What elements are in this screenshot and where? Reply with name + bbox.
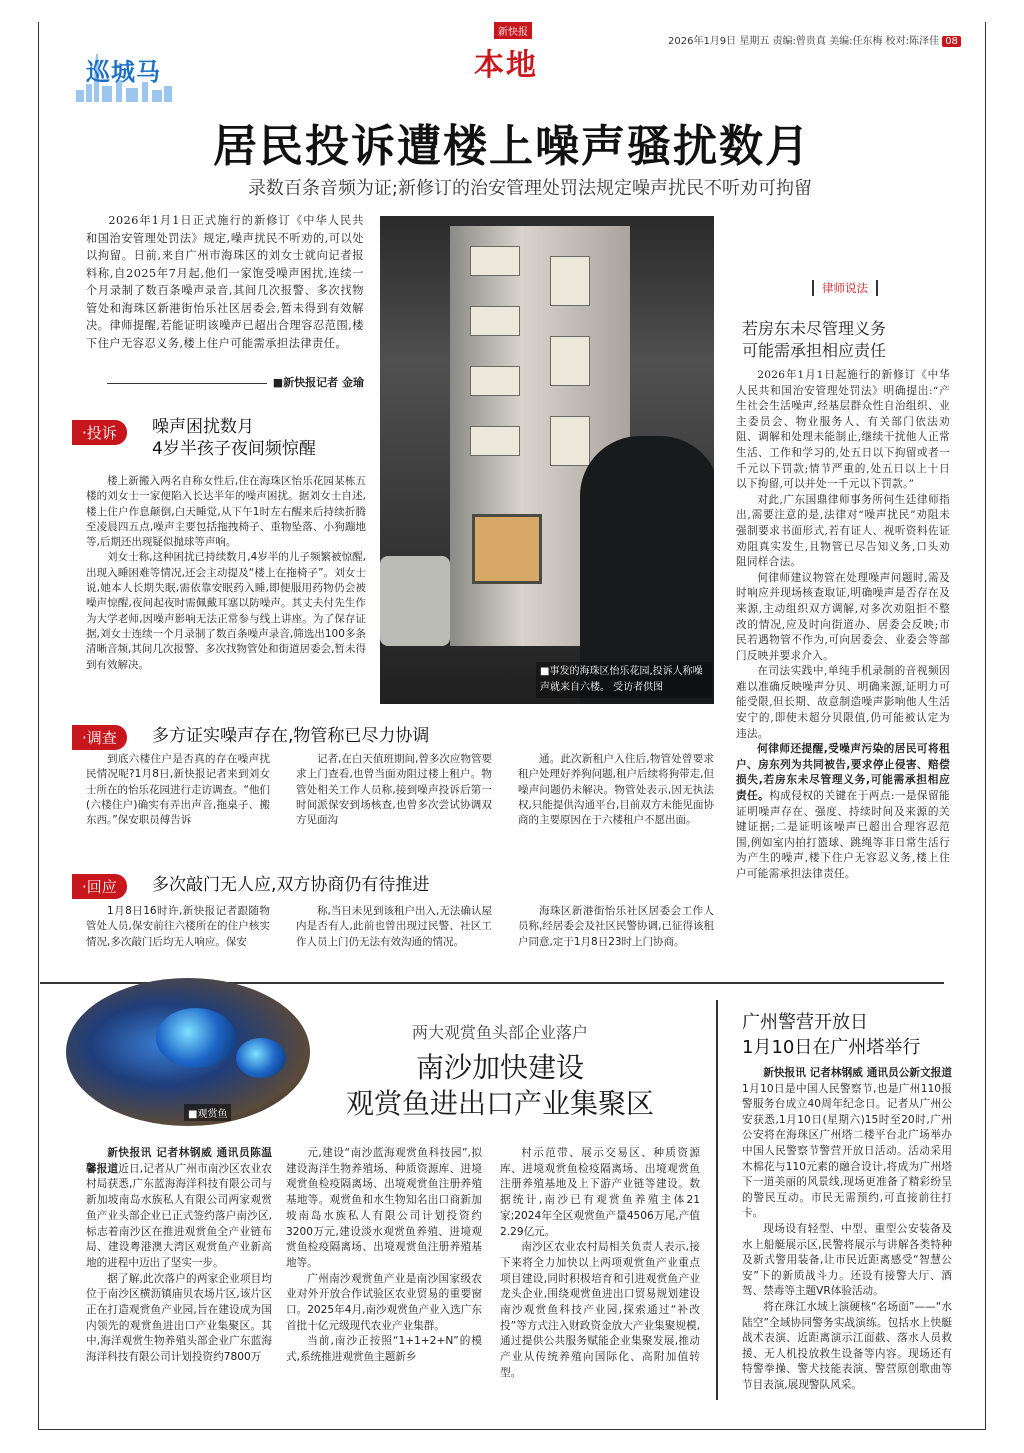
paragraph <box>86 1146 272 1272</box>
paragraph <box>742 1066 952 1222</box>
issue-meta <box>668 32 961 47</box>
fish-headline-line: 观赏鱼进出口产业集聚区 <box>345 1087 654 1120</box>
paragraph: 1月8日16时许,新快报记者跟随物管处人员,保安前往六楼所在的住户核实情况,多次敲门后均无人响应。保安 <box>86 905 270 948</box>
section-tag-investigation <box>72 725 127 750</box>
brand-title: 巡城马 <box>86 58 161 86</box>
police-story-title <box>742 1010 952 1060</box>
paragraph-tail: 构成侵权的关键在于两点:一是保留能证明噪声存在、强度、持续时间及来源的关键证据;二是证明该噪声已超出合理容忍范围,例如室内拍打篮球、跳绳等非日常生活行为产生的噪声,楼下住户无容忍义务,楼上住户可能需承担法律责任。 <box>736 790 950 880</box>
paragraph: 当前,南沙正按照“1+1+2+N”的模式,系统推进观赏鱼主题新乡 <box>286 1335 482 1364</box>
response-col-2 <box>296 904 492 950</box>
paragraph: 称,当日未见到该租户出入,无法确认屋内是否有人,此前也曾出现过民警、社区工作人员上门仍无法有效沟通的情况。 <box>296 905 492 948</box>
paragraph: 2026年1月1日起施行的新修订《中华人民共和国治安管理处罚法》明确提出:“产生社会生活噪声,经基层群众性自治组织、业主委员会、物业服务人、有关部门依法劝阻、调解和处理未能制止,继续干扰他人正常生活、工作和学习的,处五日以下拘留或者一千元以下罚款;情节严重的,处五日以上十日以下拘留,可以并处一千元以下罚款。” <box>736 369 950 491</box>
main-byline: ■新快报记者 金瑜 <box>86 374 364 390</box>
investigation-col-2 <box>296 752 492 828</box>
paragraph-text: 近日,记者从广州市南沙区农业农村局获悉,广东蓝海海洋科技有限公司与新加坡南岛水族私人有限公司两家观赏鱼产业头部企业已正式签约落户南沙区,标志着南沙区在推进观赏鱼全产业链布局、建设粤港澳大湾区观赏鱼产业新高地的进程中迈出了坚实一步。 <box>86 1162 272 1269</box>
photo-caption: ■事发的海珠区怡乐花园,投诉人称噪声就来自六楼。 受访者供图 <box>536 662 712 698</box>
paragraph: 通。此次新租户入住后,物管处曾要求租户处理好养狗问题,租户后续将狗带走,但噪声问题仍未解决。物管处表示,因无执法权,只能提供沟通平台,目前双方未能见面协商的主要原因在于六楼租户不愿出面。 <box>518 753 714 827</box>
section-title-line: 噪声困扰数月 <box>152 417 254 437</box>
fish-byline: 新快报讯 记者林钢威 通讯员陈温馨报道 <box>86 1147 272 1175</box>
paragraph: 海珠区新港街怡乐社区居委会工作人员称,经居委会及社区民警协调,已征得该租户同意,定于1月8日23时上门协商。 <box>518 905 714 948</box>
complaint-body <box>86 474 366 673</box>
building-entrance <box>472 514 542 584</box>
fish-headline <box>310 1050 690 1122</box>
police-story-body <box>742 1066 952 1393</box>
section-title: 本地 <box>474 48 538 83</box>
legal-title-line: 可能需承担相应责任 <box>742 341 887 360</box>
fish-col-3 <box>500 1146 700 1382</box>
paragraph: 何律师建议物管在处理噪声问题时,需及时响应并现场核查取证,明确噪声是否存在及来源,主动组织双方调解,对多次劝阻拒不整改的情况,应及时向街道办、居委会反映;市民若遇物管不作为,可向居委会、业委会等部门反映并要求介入。 <box>736 571 950 662</box>
section-title-complaint <box>152 416 316 460</box>
section-title-investigation: 多方证实噪声存在,物管称已尽力协调 <box>152 726 430 746</box>
paragraph: 广州南沙观赏鱼产业是南沙国家级农业对外开放合作试验区农业贸易的重要窗口。2025年4月,南沙观赏鱼产业入选广东首批十亿元级现代农业产业集群。 <box>286 1272 482 1332</box>
paragraph-bold <box>736 742 950 882</box>
parked-car <box>380 556 450 646</box>
response-col-1 <box>86 904 270 950</box>
fish-col-1 <box>86 1146 272 1366</box>
bold-text: 何律师还提醒,受噪声污染的居民可将租户、房东列为共同被告,要求停止侵害、赔偿损失,若房东未尽管理义务,可能需承担相应责任。 <box>736 743 950 803</box>
paragraph: 到底六楼住户是否真的存在噪声扰民情况呢?1月8日,新快报记者来到刘女士所在的怡乐花园进行走访调查。“他们(六楼住户)确实有弄出声音,拖桌子、搬东西。”保安职员傅告诉 <box>86 753 270 827</box>
fish-headline-line: 南沙加快建设 <box>415 1051 584 1084</box>
paragraph: 现场设有轻型、中型、重型公安装备及水上船艇展示区,民警将展示与讲解各类特种及新式警用装备,让市民近距离感受“智慧公安”下的新质战斗力。还设有接警大厅、酒驾、禁毒等主题VR体验活动。 <box>742 1222 952 1298</box>
response-col-3 <box>518 904 714 950</box>
paragraph: 将在珠江水域上演硬核“名场面”——“水陆空”全域协同警务实战演练。包括水上快艇战术表演、近距离演示江面截、落水人员救援、无人机投放救生设备等内容。现场还有特警拳操、警犬技能表演、警营原创歌曲等节目表演,展现警队风采。 <box>742 1300 952 1391</box>
page-number: 08 <box>942 36 961 47</box>
fish-photo-caption: ■观赏鱼 <box>184 1104 231 1121</box>
paragraph: 元,建设“南沙蓝海观赏鱼科技园”,拟建设海洋生物养殖场、种质资源库、进境观赏鱼检疫隔离场、出境观赏鱼注册养殖基地等。观赏鱼和水生物知名出口商新加坡南岛水族私人有限公司计划投资约3200万元,建设淡水观赏鱼养殖、进境观赏鱼检疫隔离场、出境观赏鱼注册养殖基地等。 <box>286 1147 482 1269</box>
paragraph: 南沙区农业农村局相关负责人表示,接下来将全力加快以上两项观赏鱼产业重点项目建设,同时积极培育和引进观赏鱼产业龙头企业,围绕观赏鱼进出口贸易规划建设南沙观赏鱼科技产业园,探索通过“补改投”等方式注入财政资金放大产业集聚规模,通过提供公共服务赋能企业集聚发展,推动产业从传统养殖向国际化、高附加值转型。 <box>500 1241 700 1379</box>
paragraph: 在司法实践中,单纯手机录制的音视频因难以准确反映噪声分贝、明确来源,证明力可能受限,但长期、故意制造噪声影响他人生活安宁的,即使未超分贝限值,仍可能被认定为违法。 <box>736 665 950 740</box>
section-title-response: 多次敲门无人应,双方协商仍有待推进 <box>152 875 430 895</box>
lead-paragraph: 2026年1月1日正式施行的新修订《中华人民共和国治安管理处罚法》规定,噪声扰民不听劝的,可以处以拘留。日前,来自广州市海珠区的刘女士就向记者报料称,自2025年7月起,他们一家饱受噪声困扰,连续一个月录制了数百条噪声录音,其间几次报警、多次找物管处和海珠区新港街怡乐社区居委会,暂未得到有效解决。律师提醒,若能证明该噪声已超出合理容忍范围,楼下住户无容忍义务,楼上住户可能需承担法律责任。 <box>86 214 364 350</box>
investigation-col-3 <box>518 752 714 828</box>
column-brand <box>72 46 182 104</box>
fish-kicker: 两大观赏鱼头部企业落户 <box>411 1023 588 1042</box>
paragraph-text: 1月10日是中国人民警察节,也是广州110报警服务台成立40周年纪念日。记者从广州公安获悉,1月10日(星期六)15时至20时,广州公安将在海珠区广州塔二楼平台北广场举办中国人民警察节警营开放日活动。活动采用木棉花与110元素的融合设计,将成为广州塔下一道美丽的风景线,现场更准备了精彩纷呈的警民互动。市民无需预约,可直接前往打卡。 <box>742 1082 952 1220</box>
section-tag-label: ·回应 <box>72 874 127 899</box>
fish-shape <box>156 1008 236 1068</box>
legal-column-body <box>736 368 950 883</box>
legal-column-title <box>742 318 952 362</box>
section-tag-label: ·调查 <box>72 725 127 750</box>
paragraph: 楼上新搬入两名自称女性后,住在海珠区怡乐花园某栋五楼的刘女士一家便陷入长达半年的噪声困扰。据刘女士自述,楼上住户作息颠倒,白天睡觉,从下午1时左右醒来后持续折腾至凌晨四五点,噪声主要包括拖拽椅子、重物坠落、小狗蹦地等,后期还出现疑似抛球等声响。 <box>86 475 366 549</box>
section-tag-response <box>72 874 127 899</box>
section-tag-label: ·投诉 <box>72 420 127 445</box>
investigation-col-1 <box>86 752 270 828</box>
police-byline: 新快报讯 记者林钢威 通讯员公新文报道 <box>763 1067 952 1079</box>
paragraph: 据了解,此次落户的两家企业项目均位于南沙区横沥镇庙贝农场片区,该片区正在打造观赏鱼产业园,旨在建设成为国内领先的观赏鱼进出口产业集聚区。其中,海洋观赏生物养殖头部企业广东蓝海海洋科技有限公司计划投资约7800万 <box>86 1272 272 1364</box>
fish-col-2 <box>286 1146 482 1366</box>
building-photo <box>380 216 714 704</box>
main-headline: 居民投诉遭楼上噪声骚扰数月 <box>213 121 811 172</box>
fish-shape <box>236 1038 286 1078</box>
paragraph: 对此,广东国鼎律师事务所何生廷律师指出,需要注意的是,法律对“噪声扰民”劝阻未强制要求书面形式,若有证人、视听资料佐证劝阻真实发生,且物管已尽告知义务,口头劝阻同样合法。 <box>736 493 950 569</box>
main-subheadline: 录数百条音频为证;新修订的治安管理处罚法规定噪声扰民不听劝可拘留 <box>247 178 812 199</box>
section-tag-complaint <box>72 420 127 445</box>
paragraph: 记者,在白天值班期间,曾多次应物管要求上门查看,也曾当面劝阻过楼上租户。物管处相关工作人员称,接到噪声投诉后第一时间派保安到场核查,也曾多次尝试协调双方见面沟 <box>296 753 492 827</box>
section-title-line: 4岁半孩子夜间频惊醒 <box>152 439 316 459</box>
section-badge: 新快报 <box>494 22 532 39</box>
police-title-line: 广州警营开放日 <box>742 1012 868 1033</box>
paragraph: 刘女士称,这种困扰已持续数月,4岁半的儿子频繁被惊醒,出现入睡困难等情况,还会主动提及“楼上在拖椅子”。刘女士说,她本人长期失眠,需依靠安眠药入睡,即便服用药物仍会被噪声惊醒,夜间起夜时需佩戴耳塞以防噪声。其丈夫付先生作为大学老师,因噪声影响无法正常参与线上讲座。为了保存证据,刘女士连续一个月录制了数百条噪声录音,筛选出100多条清晰音频,其间几次报警、多次找物管处和街道居委会,暂未得到有效解决。 <box>86 551 366 671</box>
issue-meta-text: 2026年1月9日 星期五 责编:曾贵真 美编:任东梅 校对:陈泽佳 <box>668 36 939 47</box>
legal-title-line: 若房东未尽管理义务 <box>742 319 887 338</box>
paragraph: 村示范带、展示交易区、种质资源库、进境观赏鱼检疫隔离场、出境观赏鱼注册养殖基地及上下游产业链等建设。数据统计,南沙已有观赏鱼养殖主体21家;2024年全区观赏鱼产量4506万尾,产值2.29亿元。 <box>500 1147 700 1238</box>
police-title-line: 1月10日在广州塔举行 <box>742 1037 921 1058</box>
legal-column-tag: 律师说法 <box>812 280 878 296</box>
column-divider <box>716 1000 718 1400</box>
